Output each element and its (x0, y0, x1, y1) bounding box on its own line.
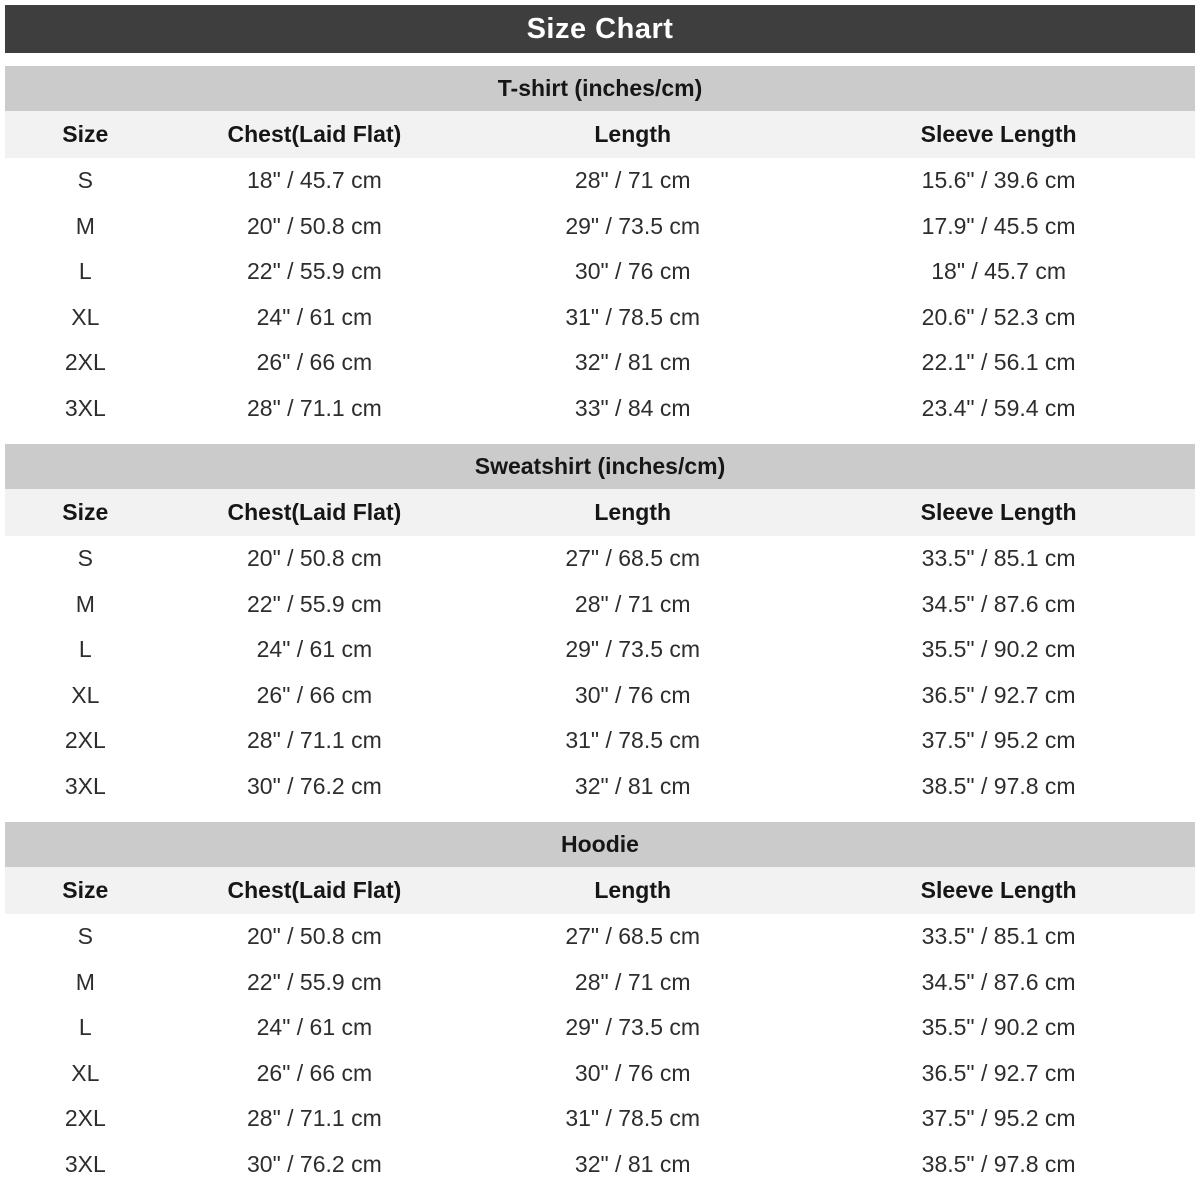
column-header: Size (5, 867, 166, 914)
size-chart-title-bar (5, 5, 1195, 53)
section-title: Sweatshirt (inches/cm) (474, 453, 726, 479)
table-row (5, 960, 1195, 1006)
table-row (5, 914, 1195, 960)
measurement-cell: 31" / 78.5 cm (565, 727, 701, 754)
measurement-cell: 28" / 71.1 cm (247, 727, 382, 754)
table-row (5, 673, 1195, 719)
column-header: Chest(Laid Flat) (166, 489, 464, 536)
measurement-cell: 20" / 50.8 cm (247, 545, 382, 572)
measurement-cell: 34.5" / 87.6 cm (921, 968, 1076, 995)
measurement-cell: 32" / 81 cm (574, 349, 691, 376)
section-title-band (5, 66, 1195, 111)
measurement-cell: 26" / 66 cm (256, 349, 373, 376)
measurement-cell: 30" / 76.2 cm (247, 772, 382, 799)
size-table-section (5, 66, 1195, 431)
table-row (5, 340, 1195, 386)
measurement-cell: 26" / 66 cm (256, 1059, 373, 1086)
measurement-cell: 30" / 76 cm (574, 681, 691, 708)
measurement-cell: 35.5" / 90.2 cm (921, 1014, 1076, 1041)
size-cell: 2XL (64, 349, 106, 376)
section-title: Hoodie (561, 831, 639, 857)
header-row (5, 111, 1195, 158)
size-cell: M (75, 212, 95, 239)
size-table-section (5, 444, 1195, 809)
table-row (5, 536, 1195, 582)
measurement-cell: 32" / 81 cm (574, 772, 691, 799)
page-title: Size Chart (526, 12, 674, 45)
measurement-cell: 37.5" / 95.2 cm (921, 727, 1076, 754)
measurement-cell: 22" / 55.9 cm (247, 590, 382, 617)
size-cell: 3XL (64, 394, 106, 421)
size-cell: L (78, 1014, 92, 1041)
measurement-cell: 18" / 45.7 cm (931, 258, 1066, 285)
table-row (5, 1051, 1195, 1097)
measurement-cell: 35.5" / 90.2 cm (921, 636, 1076, 663)
measurement-cell: 23.4" / 59.4 cm (921, 394, 1076, 421)
measurement-cell: 31" / 78.5 cm (565, 1105, 701, 1132)
size-table (5, 489, 1195, 809)
section-title: T-shirt (inches/cm) (497, 75, 703, 101)
measurement-cell: 28" / 71 cm (574, 968, 691, 995)
table-row (5, 204, 1195, 250)
size-cell: L (78, 258, 92, 285)
table-row (5, 386, 1195, 432)
table-row (5, 1142, 1195, 1188)
measurement-cell: 15.6" / 39.6 cm (921, 167, 1076, 194)
size-cell: S (77, 545, 93, 572)
column-header: Length (463, 489, 802, 536)
table-row (5, 1005, 1195, 1051)
size-cell: 3XL (64, 1150, 106, 1177)
size-cell: 2XL (64, 727, 106, 754)
measurement-cell: 24" / 61 cm (256, 636, 373, 663)
measurement-cell: 22.1" / 56.1 cm (921, 349, 1076, 376)
measurement-cell: 29" / 73.5 cm (565, 1014, 701, 1041)
header-row (5, 867, 1195, 914)
column-header: Chest(Laid Flat) (166, 111, 464, 158)
measurement-cell: 33.5" / 85.1 cm (921, 545, 1076, 572)
measurement-cell: 30" / 76 cm (574, 258, 691, 285)
measurement-cell: 28" / 71.1 cm (247, 394, 382, 421)
size-cell: S (77, 167, 93, 194)
measurement-cell: 24" / 61 cm (256, 1014, 373, 1041)
section-title-band (5, 822, 1195, 867)
measurement-cell: 26" / 66 cm (256, 681, 373, 708)
measurement-cell: 20" / 50.8 cm (247, 212, 382, 239)
measurement-cell: 37.5" / 95.2 cm (921, 1105, 1076, 1132)
measurement-cell: 38.5" / 97.8 cm (921, 772, 1076, 799)
column-header: Size (5, 111, 166, 158)
measurement-cell: 28" / 71 cm (574, 590, 691, 617)
table-row (5, 582, 1195, 628)
measurement-cell: 20.6" / 52.3 cm (921, 303, 1076, 330)
measurement-cell: 30" / 76.2 cm (247, 1150, 382, 1177)
section-title-band (5, 444, 1195, 489)
table-row (5, 249, 1195, 295)
measurement-cell: 33" / 84 cm (574, 394, 691, 421)
measurement-cell: 31" / 78.5 cm (565, 303, 701, 330)
size-cell: S (77, 923, 93, 950)
size-cell: L (78, 636, 92, 663)
measurement-cell: 29" / 73.5 cm (565, 212, 701, 239)
table-row (5, 718, 1195, 764)
measurement-cell: 34.5" / 87.6 cm (921, 590, 1076, 617)
measurement-cell: 17.9" / 45.5 cm (921, 212, 1076, 239)
measurement-cell: 36.5" / 92.7 cm (921, 1059, 1076, 1086)
measurement-cell: 27" / 68.5 cm (565, 923, 701, 950)
size-cell: XL (71, 681, 100, 708)
column-header: Chest(Laid Flat) (166, 867, 464, 914)
measurement-cell: 24" / 61 cm (256, 303, 373, 330)
table-row (5, 1096, 1195, 1142)
measurement-cell: 28" / 71 cm (574, 167, 691, 194)
size-cell: M (75, 968, 95, 995)
measurement-cell: 32" / 81 cm (574, 1150, 691, 1177)
column-header: Sleeve Length (802, 489, 1195, 536)
size-table-section (5, 822, 1195, 1187)
size-cell: XL (71, 1059, 100, 1086)
size-chart-sections (5, 66, 1195, 1187)
size-cell: XL (71, 303, 100, 330)
column-header: Sleeve Length (802, 111, 1195, 158)
measurement-cell: 20" / 50.8 cm (247, 923, 382, 950)
header-row (5, 489, 1195, 536)
table-row (5, 295, 1195, 341)
measurement-cell: 30" / 76 cm (574, 1059, 691, 1086)
table-row (5, 158, 1195, 204)
size-cell: M (75, 590, 95, 617)
column-header: Sleeve Length (802, 867, 1195, 914)
size-cell: 2XL (64, 1105, 106, 1132)
measurement-cell: 38.5" / 97.8 cm (921, 1150, 1076, 1177)
measurement-cell: 18" / 45.7 cm (247, 167, 382, 194)
measurement-cell: 36.5" / 92.7 cm (921, 681, 1076, 708)
measurement-cell: 27" / 68.5 cm (565, 545, 701, 572)
size-table (5, 867, 1195, 1187)
table-row (5, 764, 1195, 810)
size-cell: 3XL (64, 772, 106, 799)
measurement-cell: 29" / 73.5 cm (565, 636, 701, 663)
measurement-cell: 28" / 71.1 cm (247, 1105, 382, 1132)
measurement-cell: 22" / 55.9 cm (247, 968, 382, 995)
measurement-cell: 33.5" / 85.1 cm (921, 923, 1076, 950)
column-header: Size (5, 489, 166, 536)
size-table (5, 111, 1195, 431)
measurement-cell: 22" / 55.9 cm (247, 258, 382, 285)
table-row (5, 627, 1195, 673)
column-header: Length (463, 111, 802, 158)
column-header: Length (463, 867, 802, 914)
